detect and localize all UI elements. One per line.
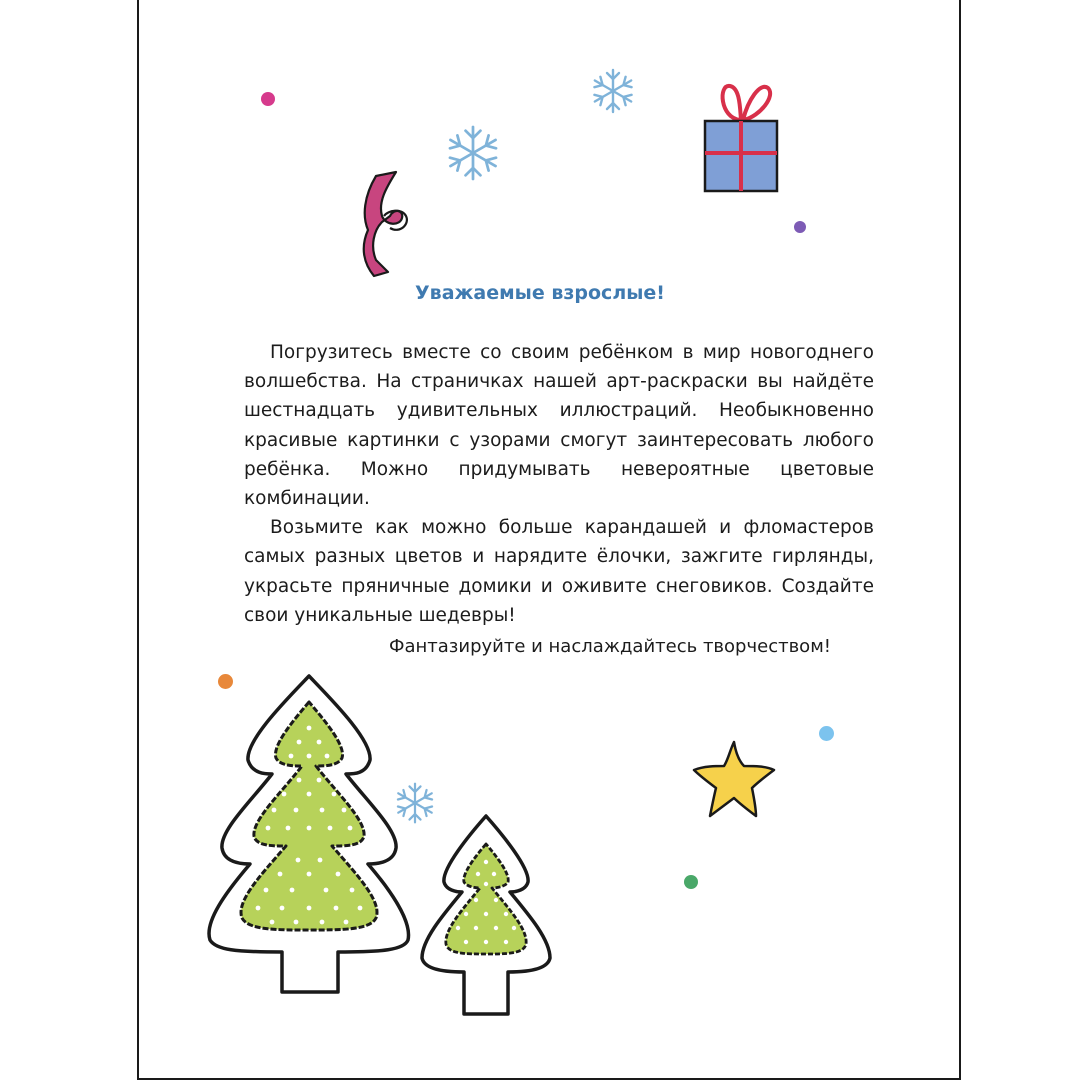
gift-box-icon: [700, 78, 784, 196]
snowflake-icon: [442, 122, 504, 184]
christmas-tree-icon: [206, 670, 412, 1000]
confetti-dot: [794, 221, 806, 233]
star-icon: [688, 736, 780, 820]
confetti-dot: [684, 875, 698, 889]
ribbon-icon: [356, 168, 416, 280]
paragraph: Погрузитесь вместе со своим ребёнком в мир новогоднего волшебства. На страничках нашей арт-раскраски вы найдёте шестнадцать удивительных иллюстраций. Необыкновенно красивые картинки с узорами смогут заинтересовать любого ребёнка. Можно придумывать невероятные цветовые комбинации.: [244, 342, 874, 510]
snowflake-icon: [588, 66, 638, 116]
intro-text: [244, 338, 874, 630]
christmas-tree-icon: [416, 812, 556, 1022]
confetti-dot: [819, 726, 834, 741]
paragraph: Возьмите как можно больше карандашей и фломастеров самых разных цветов и нарядите ёлочки, зажгите гирлянды, украсьте пряничные домики и оживите снеговиков. Создайте свои уникальные шедевры!: [244, 517, 874, 626]
closing-line: Фантазируйте и наслаждайтесь творчеством!: [388, 636, 831, 657]
confetti-dot: [261, 92, 275, 106]
page-title: Уважаемые взрослые!: [415, 282, 665, 304]
